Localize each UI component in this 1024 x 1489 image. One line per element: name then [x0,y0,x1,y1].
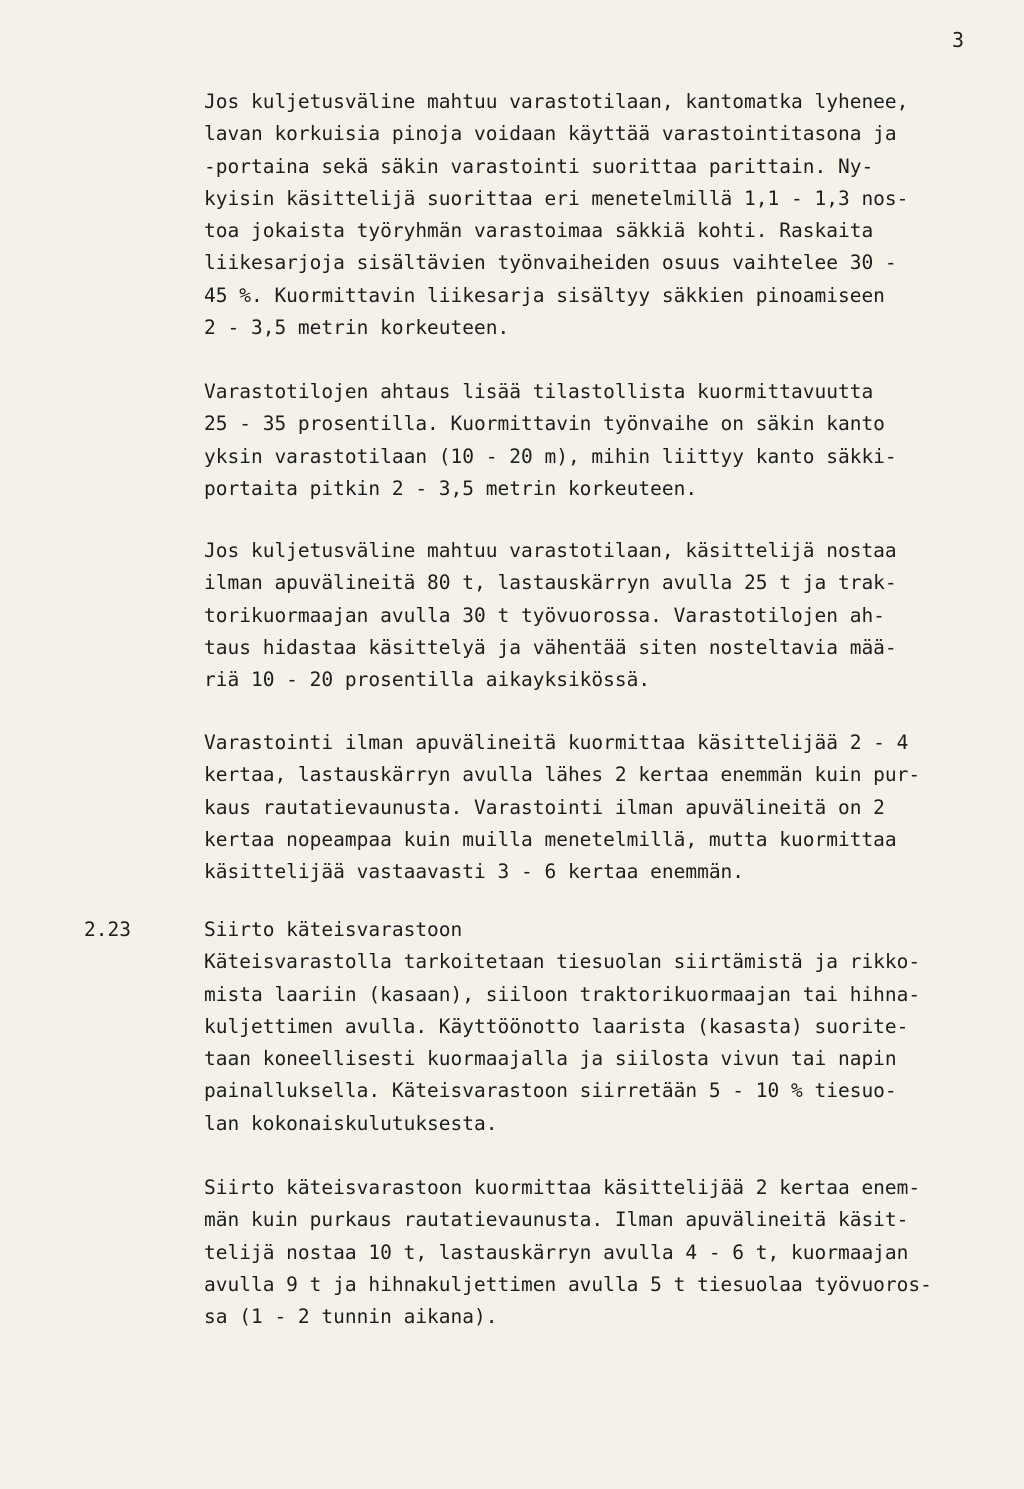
text-line: Jos kuljetusväline mahtuu varastotilaan, kantomatka lyhenee, [204,90,909,113]
paragraph-3 [204,535,1004,696]
text-line: portaita pitkin 2 - 3,5 metrin korkeuteen. [204,476,698,500]
text-line: Siirto käteisvarastoon kuormittaa käsittelijää 2 kertaa enem- [204,1176,921,1199]
text-line: 45 %. Kuormittavin liikesarja sisältyy säkkien pinoamiseen [204,283,885,307]
text-line: Jos kuljetusväline mahtuu varastotilaan, käsittelijä nostaa [204,539,897,562]
text-line: 2 - 3,5 metrin korkeuteen. [204,316,510,340]
text-line: lan kokonaiskulutuksesta. [204,1111,498,1135]
paragraph-1 [204,86,1004,344]
text-line: sa (1 - 2 tunnin aikana). [204,1305,498,1329]
text-line: liikesarjoja sisältävien työnvaiheiden osuus vaihtelee 30 - [204,251,897,275]
text-line: taan koneellisesti kuormaajalla ja siilosta vivun tai napin [204,1047,897,1071]
text-line: Varastotilojen ahtaus lisää tilastollista kuormittavuutta [204,380,874,403]
text-line: taus hidastaa käsittelyä ja vähentää siten nosteltavia mää- [204,635,897,659]
text-line: mista laariin (kasaan), siiloon traktorikuormaajan tai hihna- [204,982,921,1006]
text-line: yksin varastotilaan (10 - 20 m), mihin liittyy kanto säkki- [204,444,897,468]
text-line: kaus rautatievaunusta. Varastointi ilman apuvälineitä on 2 [204,795,885,819]
text-line: kertaa nopeampaa kuin muilla menetelmillä, mutta kuormittaa [204,827,897,851]
text-line: torikuormaajan avulla 30 t työvuorossa. Varastotilojen ah- [204,603,885,627]
paragraph-2 [204,376,1004,505]
text-line: telijä nostaa 10 t, lastauskärryn avulla 4 - 6 t, kuormaajan [204,1240,909,1264]
text-line: ilman apuvälineitä 80 t, lastauskärryn avulla 25 t ja trak- [204,571,897,595]
section-paragraph-2 [204,1172,1004,1333]
text-line: lavan korkuisia pinoja voidaan käyttää varastointitasona ja [204,122,897,146]
section-paragraph-1 [204,914,1004,1140]
text-line: män kuin purkaus rautatievaunusta. Ilman apuvälineitä käsit- [204,1208,909,1232]
text-line: Käteisvarastolla tarkoitetaan tiesuolan siirtämistä ja rikko- [204,950,921,974]
text-line: kyisin käsittelijä suorittaa eri menetelmillä 1,1 - 1,3 nos- [204,186,909,210]
paragraph-4 [204,727,1004,888]
text-line: kertaa, lastauskärryn avulla lähes 2 kertaa enemmän kuin pur- [204,763,921,787]
text-line: avulla 9 t ja hihnakuljettimen avulla 5 t tiesuolaa työvuoros- [204,1272,932,1296]
text-line: käsittelijää vastaavasti 3 - 6 kertaa enemmän. [204,860,745,884]
text-line: -portaina sekä säkin varastointi suorittaa parittain. Ny- [204,154,874,178]
text-line: 25 - 35 prosentilla. Kuormittavin työnvaihe on säkin kanto [204,412,885,436]
section-heading: Siirto käteisvarastoon [204,918,463,941]
page-number: 3 [952,28,965,52]
section-number: 2.23 [84,918,131,941]
text-line: toa jokaista työryhmän varastoimaa säkkiä kohti. Raskaita [204,219,874,243]
text-line: riä 10 - 20 prosentilla aikayksikössä. [204,668,651,692]
text-line: painalluksella. Käteisvarastoon siirretään 5 - 10 % tiesuo- [204,1079,897,1103]
text-line: Varastointi ilman apuvälineitä kuormittaa käsittelijää 2 - 4 [204,731,909,754]
text-line: kuljettimen avulla. Käyttöönotto laarista (kasasta) suorite- [204,1014,909,1038]
